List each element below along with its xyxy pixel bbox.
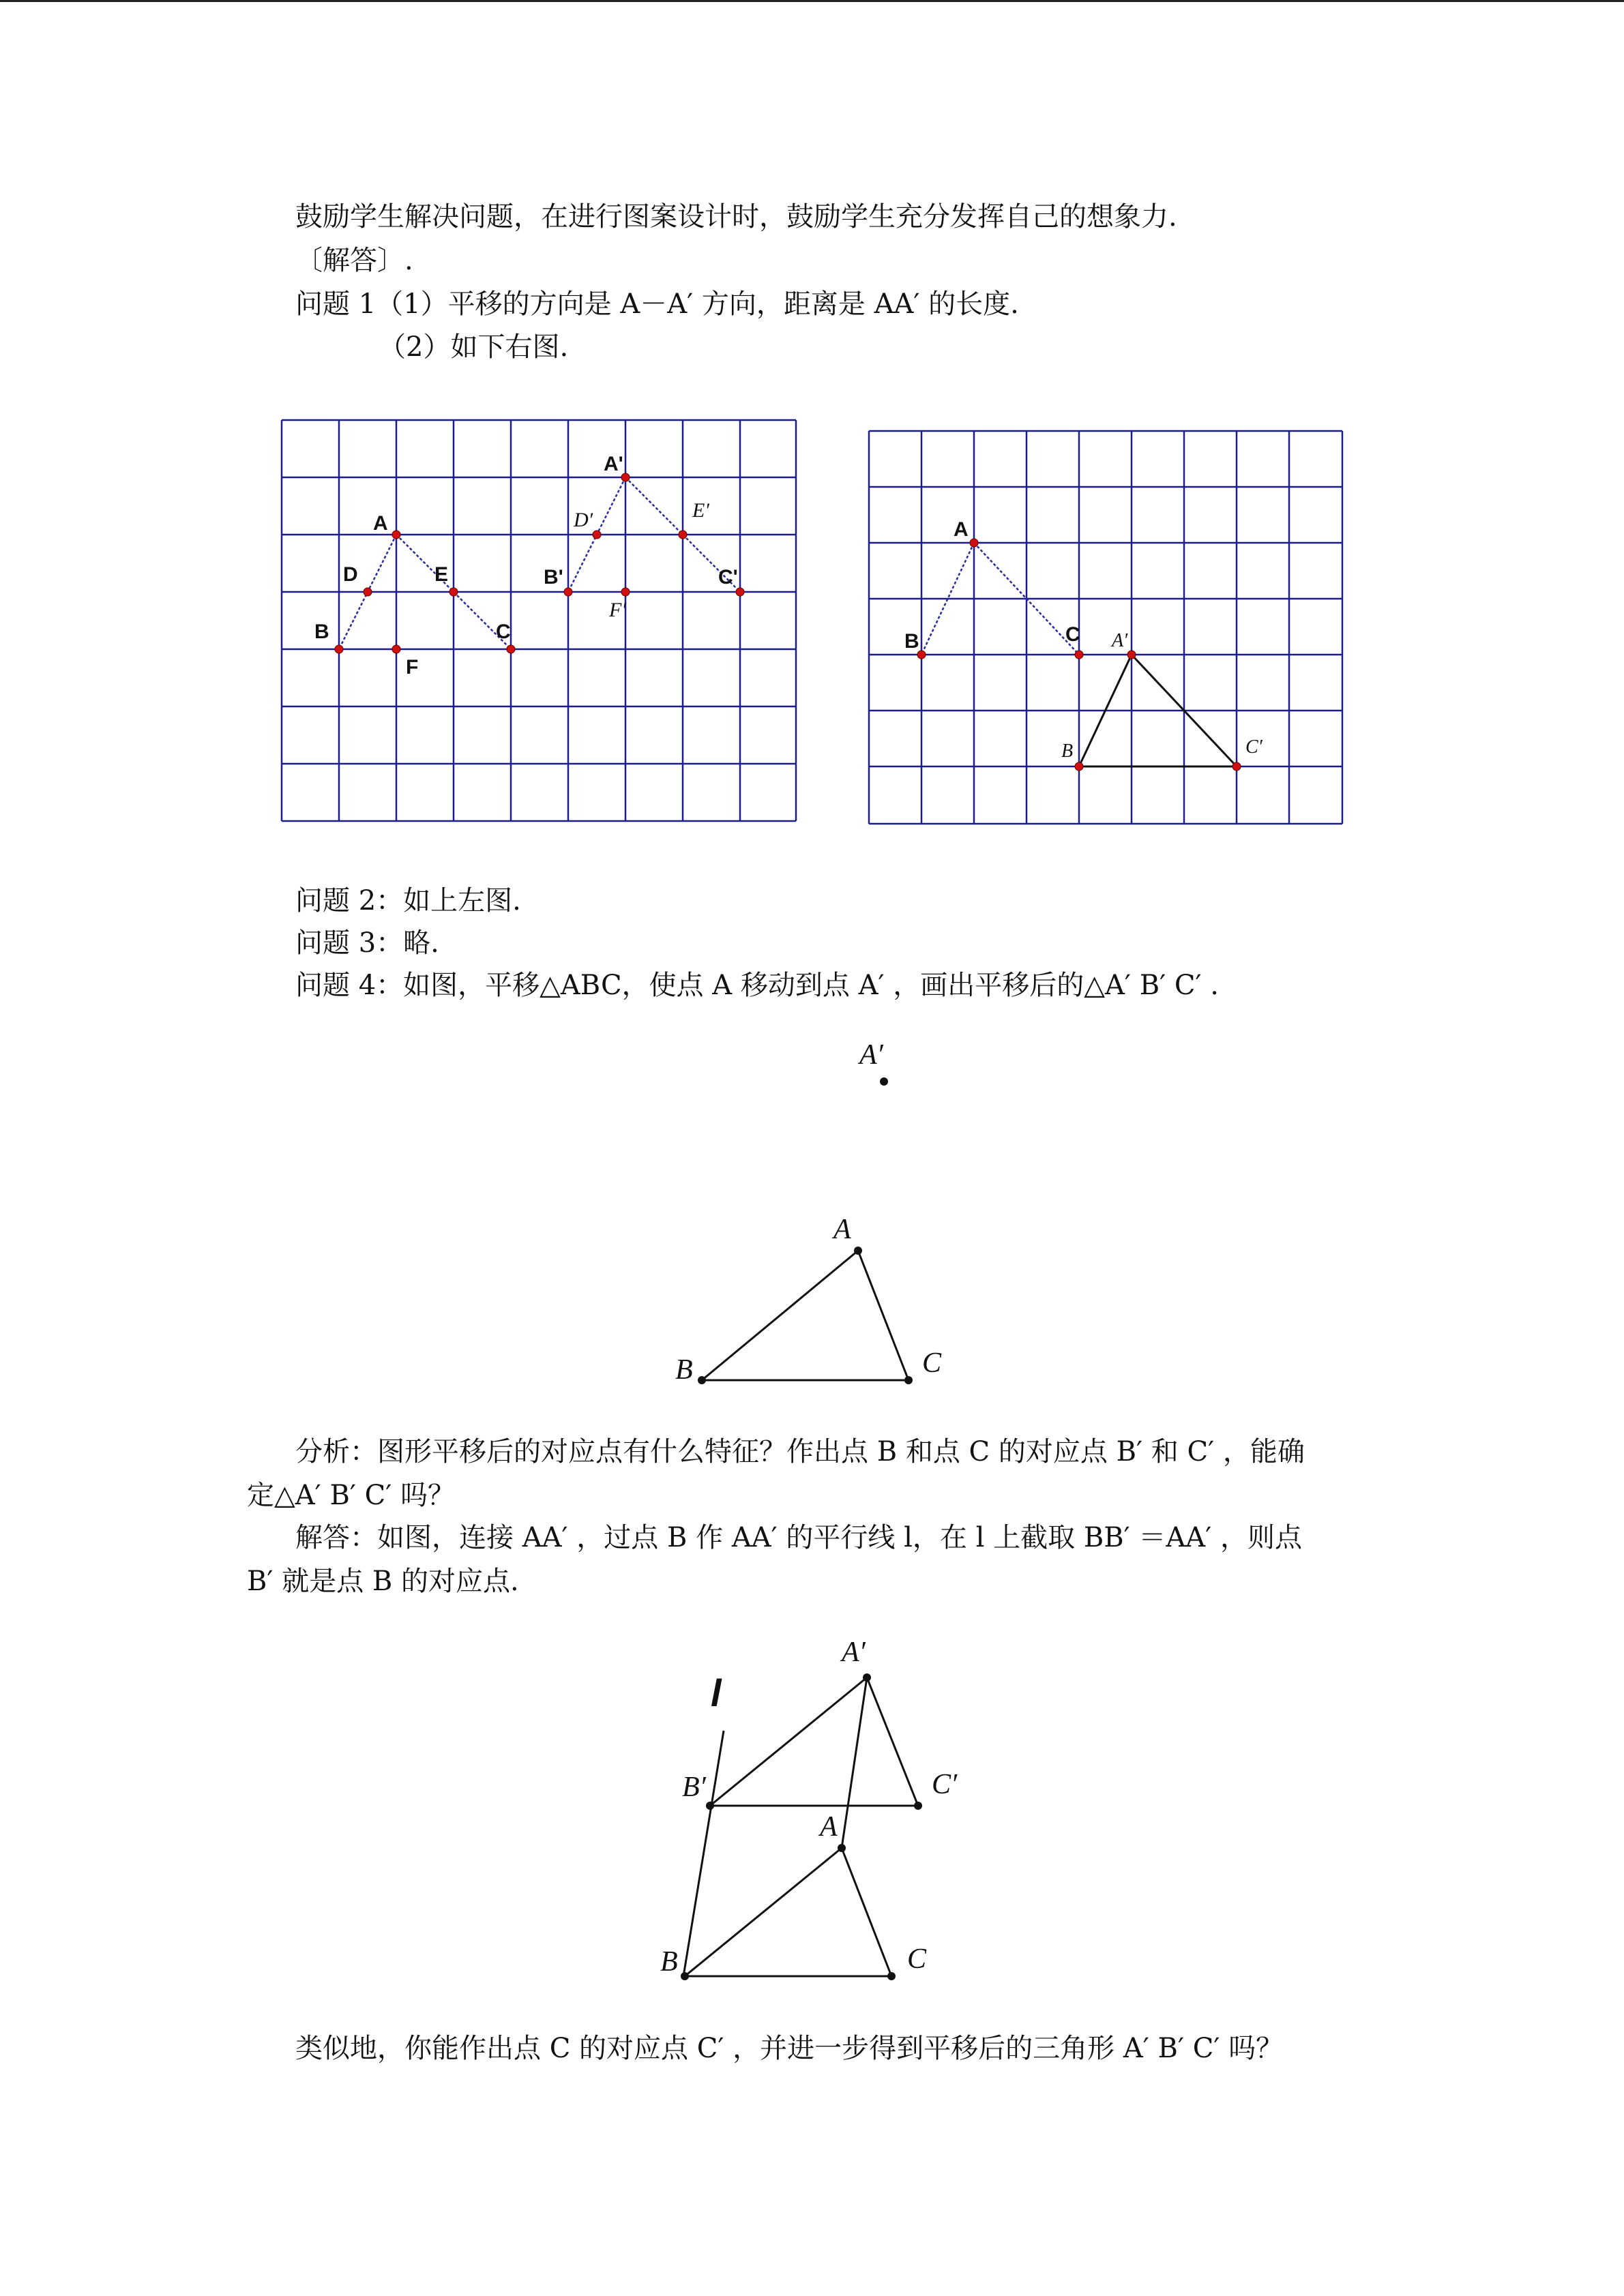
line-l — [683, 1731, 724, 1976]
left-label-f-prime: F′ — [609, 599, 626, 621]
answer-line-2: B′ 就是点 B 的对应点. — [247, 1566, 519, 1597]
paragraph-4: （2）如下右图. — [379, 331, 569, 363]
answer-line-1: 解答：如图，连接 AA′ ，过点 B 作 AA′ 的平行线 l，在 l 上截取 BB′ ＝AA′ ，则点 — [295, 1522, 1302, 1553]
left-label-f: F — [406, 656, 419, 679]
left-label-e: E — [434, 563, 449, 586]
left-grid-segments — [339, 477, 740, 649]
triangle-label-a: A — [833, 1214, 851, 1245]
triangle-abc-points — [698, 1077, 913, 1384]
left-label-a: A — [373, 512, 388, 535]
left-label-b-prime: B' — [544, 566, 563, 588]
left-label-e-prime: E′ — [692, 499, 709, 522]
construction-figure — [648, 1630, 975, 1998]
construction-lines — [683, 1678, 918, 1976]
right-label-c-prime: C′ — [1245, 736, 1263, 758]
construction-label-a: A — [820, 1811, 838, 1843]
left-label-b: B — [314, 621, 329, 643]
construction-label-b: B — [660, 1946, 678, 1978]
right-label-b-prime: B — [1061, 741, 1074, 762]
left-label-c: C — [496, 621, 511, 643]
right-label-b: B — [904, 630, 919, 653]
right-grid-figure — [865, 427, 1348, 829]
construction-points — [681, 1673, 922, 1980]
construction-label-l: l — [711, 1671, 722, 1714]
right-label-a: A — [954, 518, 969, 541]
construction-label-c: C — [907, 1943, 927, 1975]
question-3: 问题 3：略. — [295, 927, 439, 959]
right-label-c: C — [1065, 623, 1080, 646]
paragraph-3: 问题 1（1）平移的方向是 A－A′ 方向，距离是 AA′ 的长度. — [295, 288, 1019, 320]
triangle-abc-edges — [702, 1251, 909, 1380]
paragraph-2: 〔解答〕. — [295, 245, 413, 276]
left-label-d: D — [343, 563, 358, 586]
right-label-a-prime: A′ — [1112, 630, 1128, 651]
closing-question: 类似地，你能作出点 C 的对应点 C′ ，并进一步得到平移后的三角形 A′ B′ C′ 吗？ — [295, 2033, 1284, 2064]
triangle-label-c: C — [922, 1347, 942, 1379]
left-grid-figure — [276, 416, 801, 825]
top-border — [0, 0, 1624, 2]
left-label-a-prime: A' — [604, 453, 623, 475]
left-label-c-prime: C' — [718, 566, 738, 588]
question-4: 问题 4：如图，平移△ABC，使点 A 移动到点 A′ ，画出平移后的△A′ B′ C′ . — [295, 970, 1220, 1001]
construction-label-b-prime: B′ — [682, 1772, 706, 1803]
triangle-label-b: B — [675, 1354, 693, 1386]
paragraph-1: 鼓励学生解决问题，在进行图案设计时，鼓励学生充分发挥自己的想象力. — [295, 201, 1177, 233]
left-grid-lines — [282, 420, 796, 821]
analysis-line-1: 分析：图形平移后的对应点有什么特征？作出点 B 和点 C 的对应点 B′ 和 C′ ，能确 — [295, 1436, 1305, 1467]
construction-label-a-prime: A′ — [842, 1637, 866, 1668]
analysis-line-2: 定△A′ B′ C′ 吗？ — [247, 1480, 456, 1511]
right-grid-lines — [869, 431, 1342, 824]
question-2: 问题 2：如上左图. — [295, 885, 521, 916]
triangle-abc-figure — [668, 1037, 955, 1391]
construction-label-c-prime: C′ — [932, 1769, 958, 1800]
left-label-d-prime: D′ — [574, 509, 593, 531]
triangle-label-a-prime: A′ — [859, 1039, 883, 1071]
